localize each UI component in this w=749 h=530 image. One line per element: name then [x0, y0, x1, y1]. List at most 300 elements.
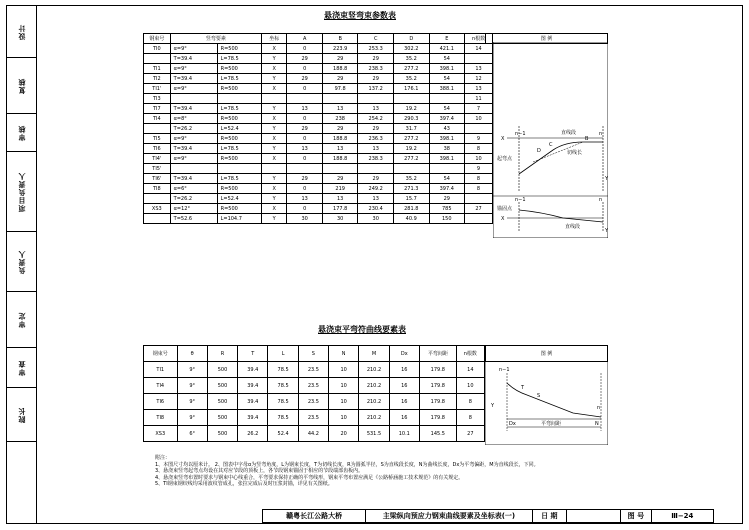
table1-cell: 40.9	[393, 214, 429, 224]
table2-cell: 44.2	[298, 426, 328, 442]
table1-cell: 277.2	[393, 134, 429, 144]
table2-cell: 10	[329, 410, 359, 426]
table1-cell: 254.2	[358, 114, 394, 124]
table1-cell	[429, 164, 465, 174]
table1-cell: 397.4	[429, 114, 465, 124]
table2-cell: 210.2	[359, 394, 389, 410]
table2-header: L	[268, 346, 298, 362]
table1-cell: X	[262, 44, 287, 54]
table1-cell: TI5	[144, 134, 171, 144]
table1-cell: 281.8	[393, 204, 429, 214]
table1-cell: TI6	[144, 144, 171, 154]
table1-cell: 249.2	[358, 184, 394, 194]
table1-cell: α=9°	[170, 134, 217, 144]
table1-cell: R=500	[217, 64, 261, 74]
table1-cell: 421.1	[429, 44, 465, 54]
table1-cell: Y	[262, 124, 287, 134]
sidebar-cell	[7, 348, 36, 388]
table1-cell	[358, 164, 394, 174]
table1-cell: 398.1	[429, 154, 465, 164]
table1-cell: 13	[358, 194, 394, 204]
table1-cell: 0	[287, 154, 323, 164]
table1-cell: Y	[262, 104, 287, 114]
table1-cell: Y	[262, 214, 287, 224]
table2-cell: 10	[329, 378, 359, 394]
table1-cell: X	[262, 154, 287, 164]
table1-cell: 30	[287, 214, 323, 224]
table1-cell: 54	[429, 54, 465, 64]
diag3-n1: n−1	[499, 367, 510, 373]
table1-cell: X	[262, 114, 287, 124]
table2-cell: 39.4	[238, 362, 268, 378]
table1-cell: 188.8	[322, 64, 358, 74]
sheet-number: Ⅲ−24	[651, 510, 713, 523]
table2-cell: 23.5	[298, 410, 328, 426]
table1-header: D	[393, 34, 429, 44]
table2-cell: 179.8	[419, 394, 456, 410]
vertical-bend-diagram	[493, 42, 608, 238]
table1-row	[144, 214, 493, 224]
table2-header: n根数	[456, 346, 484, 362]
diag3-dx: Dx	[509, 421, 516, 427]
title-block	[262, 509, 714, 523]
table1-cell: X	[262, 64, 287, 74]
diag1-c: C	[549, 142, 553, 148]
table1-cell: 13	[287, 104, 323, 114]
table1-cell: R=500	[217, 134, 261, 144]
table1-cell: 271.3	[393, 184, 429, 194]
sidebar-label: 审核	[17, 124, 26, 141]
table1-cell	[262, 164, 287, 174]
table1-cell: X	[262, 204, 287, 214]
sidebar-cell	[7, 114, 36, 152]
sidebar-cell	[7, 388, 36, 442]
table1-header: B	[322, 34, 358, 44]
diag3-span: 平弯间距	[541, 421, 562, 427]
table1-cell: 0	[287, 64, 323, 74]
table1-cell: R=500	[217, 184, 261, 194]
table1-cell: 54	[429, 174, 465, 184]
table1-cell	[217, 94, 261, 104]
table1-cell: 14	[465, 44, 493, 54]
table2-cell: 8	[456, 410, 484, 426]
table1-cell: Y	[262, 74, 287, 84]
table1-cell: 29	[322, 54, 358, 64]
table1-row	[144, 44, 493, 54]
signature-strip	[7, 6, 36, 523]
table1-cell	[429, 94, 465, 104]
table1-cell: 290.3	[393, 114, 429, 124]
table2-cell: 16	[389, 378, 419, 394]
table2-header: M	[359, 346, 389, 362]
table2-cell: 26.2	[238, 426, 268, 442]
table1-cell: L=78.5	[217, 74, 261, 84]
table2-row	[144, 362, 485, 378]
sidebar-label: 审定	[17, 311, 26, 328]
table1-cell	[217, 164, 261, 174]
table2-cell: 145.5	[419, 426, 456, 442]
sidebar-cell	[7, 292, 36, 348]
table1-cell: TI8	[144, 184, 171, 194]
table1-cell: 8	[465, 174, 493, 184]
table1-cell: 277.2	[393, 154, 429, 164]
table1-header: E	[429, 34, 465, 44]
table1-cell: Y	[262, 54, 287, 64]
table1-cell: 0	[287, 184, 323, 194]
sheet-label: 图 号	[621, 510, 652, 523]
diag2-n1: n−1	[515, 197, 526, 203]
table1-cell: 10	[465, 114, 493, 124]
diag1-label: 起弯点	[497, 156, 513, 162]
table1-cell: 236.3	[358, 134, 394, 144]
table1-cell: T=39.4	[170, 174, 217, 184]
table1-cell: 13	[358, 144, 394, 154]
table1-title: 悬浇束竖弯束参数表	[324, 11, 396, 20]
table1-cell: 29	[287, 54, 323, 64]
table1-cell: 0	[287, 114, 323, 124]
table1-cell: T=39.4	[170, 74, 217, 84]
table1-cell: α=8°	[170, 114, 217, 124]
sidebar-cell	[7, 152, 36, 232]
table1-cell	[465, 54, 493, 64]
diag1-n1: n−1	[515, 131, 526, 137]
table1-header: A	[287, 34, 323, 44]
table1-cell	[393, 94, 429, 104]
table1-cell: 29	[358, 174, 394, 184]
table1-cell: 29	[287, 174, 323, 184]
table1-cell: 97.8	[322, 84, 358, 94]
table1-cell	[170, 94, 217, 104]
table2-cell: 10	[329, 394, 359, 410]
table2-cell: 210.2	[359, 410, 389, 426]
legend-header: 图 例	[486, 34, 608, 44]
note-line: 3、悬浇束竖弯起弯点均设在其对应节段的顶板上，各节段钢束锚固于相应的节段端部齿板内。	[155, 468, 364, 475]
table1-cell: 13	[358, 104, 394, 114]
table2-cell: 23.5	[298, 378, 328, 394]
horizontal-curve-table	[143, 345, 485, 442]
table2-cell: 78.5	[268, 394, 298, 410]
table2-cell: 23.5	[298, 394, 328, 410]
table1-cell: α=9°	[170, 154, 217, 164]
table2-cell: 179.8	[419, 362, 456, 378]
table1-row	[144, 184, 493, 194]
diag3-n: n	[597, 405, 601, 411]
table1-cell: 29	[358, 74, 394, 84]
table1-cell	[358, 94, 394, 104]
table2-cell: 500	[207, 426, 237, 442]
table2-row	[144, 394, 485, 410]
table1-cell: 0	[287, 84, 323, 94]
project-name: 赣粤长江公路大桥	[263, 510, 366, 523]
table1-cell: 29	[322, 74, 358, 84]
table2-cell: 9°	[177, 394, 207, 410]
diag3-n2: N	[595, 421, 599, 427]
table1-cell: T=39.4	[170, 54, 217, 64]
table1-cell: 238.3	[358, 64, 394, 74]
table2-cell: 39.4	[238, 394, 268, 410]
table1-cell: 177.8	[322, 204, 358, 214]
table1-cell	[322, 164, 358, 174]
table1-row	[144, 64, 493, 74]
date-label: 日 期	[532, 510, 567, 523]
table1-cell: α=12°	[170, 204, 217, 214]
table1-cell: 277.2	[393, 64, 429, 74]
table2-header: 平弯间距	[419, 346, 456, 362]
table2-header: N	[329, 346, 359, 362]
table1-cell: 302.2	[393, 44, 429, 54]
diag2-n: n	[599, 197, 603, 203]
table1-row	[144, 204, 493, 214]
table2-row	[144, 426, 485, 442]
diag3-y: Y	[491, 403, 495, 409]
table2-cell: 10.1	[389, 426, 419, 442]
note-line: 1、本图尺寸均以厘米计。 2、图表中字母α为竖弯角度，L为钢束长度，T为切线长度，R为圆弧半径，S为直线段长度，N为曲线长度，Dx为平弯偏距，M为直线段长，下同。	[155, 461, 539, 468]
table2-cell: 78.5	[268, 410, 298, 426]
table1-cell: XS3	[144, 204, 171, 214]
table1-row	[144, 54, 493, 64]
table1-cell	[287, 164, 323, 174]
diag3-s: S	[537, 393, 541, 399]
table1-cell: TI4	[144, 114, 171, 124]
table2-header: T	[238, 346, 268, 362]
table1-cell: L=52.4	[217, 194, 261, 204]
table2-cell: 39.4	[238, 378, 268, 394]
table1-cell: L=52.4	[217, 124, 261, 134]
table1-cell: T=39.4	[170, 104, 217, 114]
table2-cell: 500	[207, 410, 237, 426]
table1-cell: R=500	[217, 204, 261, 214]
table1-header: 钢束号	[144, 34, 171, 44]
table2-header: 钢束号	[144, 346, 178, 362]
notes	[155, 455, 715, 488]
table1-cell: 35.2	[393, 174, 429, 184]
table1-header: C	[358, 34, 394, 44]
diag1-n: n	[599, 131, 603, 137]
table1-cell	[465, 214, 493, 224]
table1-row	[144, 74, 493, 84]
table1-cell: TI2	[144, 74, 171, 84]
diag1-b: B	[585, 136, 589, 142]
table1-cell: 8	[465, 184, 493, 194]
table1-cell: 398.1	[429, 64, 465, 74]
table1-cell	[465, 194, 493, 204]
tendon-parameter-table	[143, 33, 493, 224]
table2-header: S	[298, 346, 328, 362]
table1-row	[144, 134, 493, 144]
diag1-d: D	[537, 148, 541, 154]
table1-cell: 54	[429, 104, 465, 114]
table1-cell: Y	[262, 144, 287, 154]
table1-cell: 13	[287, 144, 323, 154]
table2-cell: 23.5	[298, 362, 328, 378]
table2-cell: TI1	[144, 362, 178, 378]
sidebar-cell	[7, 232, 36, 292]
table2-row	[144, 410, 485, 426]
table1-cell: 29	[429, 194, 465, 204]
table1-cell: 35.2	[393, 74, 429, 84]
sidebar-label: 负责人	[17, 249, 26, 274]
table2-cell: 179.8	[419, 410, 456, 426]
table1-cell: 54	[429, 74, 465, 84]
table1-row	[144, 104, 493, 114]
table1-cell: L=104.7	[217, 214, 261, 224]
table1-cell: 15.7	[393, 194, 429, 204]
table1-cell: 27	[465, 204, 493, 214]
table2-cell: 78.5	[268, 378, 298, 394]
table1-cell: 11	[465, 94, 493, 104]
table1-cell: 150	[429, 214, 465, 224]
table2-cell: 9°	[177, 410, 207, 426]
table1-cell: 43	[429, 124, 465, 134]
diag2-x: X	[501, 216, 505, 222]
table1-cell: L=78.5	[217, 144, 261, 154]
table1-cell: X	[262, 184, 287, 194]
table1-cell	[144, 54, 171, 64]
table2-cell: 9°	[177, 362, 207, 378]
sidebar-label: 院长	[17, 406, 26, 423]
table1-cell: 219	[322, 184, 358, 194]
table2-cell: 6°	[177, 426, 207, 442]
table1-cell: T=26.2	[170, 194, 217, 204]
table1-cell: X	[262, 134, 287, 144]
table2-cell: 8	[456, 394, 484, 410]
table1-cell: R=500	[217, 154, 261, 164]
table2-cell: 14	[456, 362, 484, 378]
table2-cell: 27	[456, 426, 484, 442]
table2-cell: 10	[456, 378, 484, 394]
table1-cell: 238	[322, 114, 358, 124]
table1-cell: 397.4	[429, 184, 465, 194]
table1-row	[144, 124, 493, 134]
diag1-curve: 直线段	[561, 130, 577, 136]
table1-cell: α=9°	[170, 44, 217, 54]
sidebar-cell	[7, 58, 36, 114]
table1-cell: TI6'	[144, 174, 171, 184]
table1-header: n根数	[465, 34, 493, 44]
table1-header: 坐标	[262, 34, 287, 44]
table2-cell: 78.5	[268, 362, 298, 378]
table1-row	[144, 174, 493, 184]
sidebar-label: 审查	[17, 359, 26, 376]
table1-row	[144, 114, 493, 124]
table1-cell: 10	[465, 154, 493, 164]
sidebar-label: 项目负责人	[17, 171, 26, 212]
table1-cell: R=500	[217, 84, 261, 94]
table2-cell: 531.5	[359, 426, 389, 442]
table1-cell: 9	[465, 134, 493, 144]
table1-cell: α=6°	[170, 184, 217, 194]
table2-cell: XS3	[144, 426, 178, 442]
table1-cell: 13	[322, 194, 358, 204]
table2-cell: 39.4	[238, 410, 268, 426]
note-line: 附注：	[155, 455, 171, 461]
table1-cell: 188.8	[322, 154, 358, 164]
table1-cell: 238.3	[358, 154, 394, 164]
table1-cell	[144, 124, 171, 134]
table1-cell: 29	[287, 124, 323, 134]
table2-cell: 20	[329, 426, 359, 442]
table1-cell: 223.9	[322, 44, 358, 54]
sidebar-cell	[7, 6, 36, 58]
table2-legend-header	[485, 345, 608, 362]
table1-cell	[262, 94, 287, 104]
diag3-t: T	[521, 385, 525, 391]
table1-row	[144, 194, 493, 204]
table1-cell: 35.2	[393, 54, 429, 64]
table1-cell: TI3	[144, 94, 171, 104]
table1-cell: 137.2	[358, 84, 394, 94]
table2-cell: 16	[389, 394, 419, 410]
table2-cell: 500	[207, 394, 237, 410]
table2-cell: TI8	[144, 410, 178, 426]
drawing-name: 主梁纵向预应力钢束曲线要素及坐标表(一)	[366, 510, 532, 523]
table1-cell	[144, 194, 171, 204]
diag1-tangent: 切线长	[567, 150, 583, 156]
table1-cell: 29	[322, 174, 358, 184]
table2-cell: 210.2	[359, 362, 389, 378]
table1-cell: 388.1	[429, 84, 465, 94]
table1-cell: X	[262, 84, 287, 94]
table1-cell: 398.1	[429, 134, 465, 144]
table1-cell: 29	[358, 54, 394, 64]
table1-cell: TI1'	[144, 84, 171, 94]
table1-cell	[144, 214, 171, 224]
sidebar-label: 复核	[17, 77, 26, 94]
table1-cell	[465, 124, 493, 134]
table2-cell: 179.8	[419, 378, 456, 394]
diag2-label1: 锚固点	[497, 206, 513, 212]
table2-row	[144, 378, 485, 394]
table1-cell: TI5'	[144, 164, 171, 174]
table1-cell: 12	[465, 74, 493, 84]
table1-cell: 13	[465, 84, 493, 94]
table1-cell: 30	[322, 214, 358, 224]
table1-cell: TI0	[144, 44, 171, 54]
table1-cell: 13	[287, 194, 323, 204]
table1-cell: 9	[465, 164, 493, 174]
table1-cell: L=78.5	[217, 174, 261, 184]
table1-cell	[170, 164, 217, 174]
legend-header-2: 图 例	[486, 346, 608, 362]
table1-cell: TI4'	[144, 154, 171, 164]
diag2-y: Y	[605, 228, 608, 234]
table1-cell	[322, 94, 358, 104]
table1-cell: 253.3	[358, 44, 394, 54]
table2-cell: 16	[389, 362, 419, 378]
table1-row	[144, 164, 493, 174]
table1-cell: 31.7	[393, 124, 429, 134]
horizontal-bend-diagram	[485, 361, 608, 445]
table1-cell: 19.2	[393, 144, 429, 154]
table2-cell: 10	[329, 362, 359, 378]
note-line: 5、TI钢束钢绞线均采用波纹管成孔，张拉完成后及时压浆封锚，详见有关图纸。	[155, 481, 333, 488]
table1-cell: 13	[322, 104, 358, 114]
table1-cell: T=39.4	[170, 144, 217, 154]
table1-cell: 29	[322, 124, 358, 134]
table2-cell: 500	[207, 362, 237, 378]
table1-cell: 785	[429, 204, 465, 214]
table2-cell: 16	[389, 410, 419, 426]
sidebar-label: 设计	[17, 23, 26, 40]
table1-row	[144, 84, 493, 94]
table2-cell: 210.2	[359, 378, 389, 394]
table2-title: 悬浇束平弯符曲线要素表	[318, 325, 406, 334]
table2-cell: 9°	[177, 378, 207, 394]
table1-cell: 29	[358, 124, 394, 134]
table1-cell: 13	[322, 144, 358, 154]
table2-header: R	[207, 346, 237, 362]
table1-cell: α=9°	[170, 64, 217, 74]
